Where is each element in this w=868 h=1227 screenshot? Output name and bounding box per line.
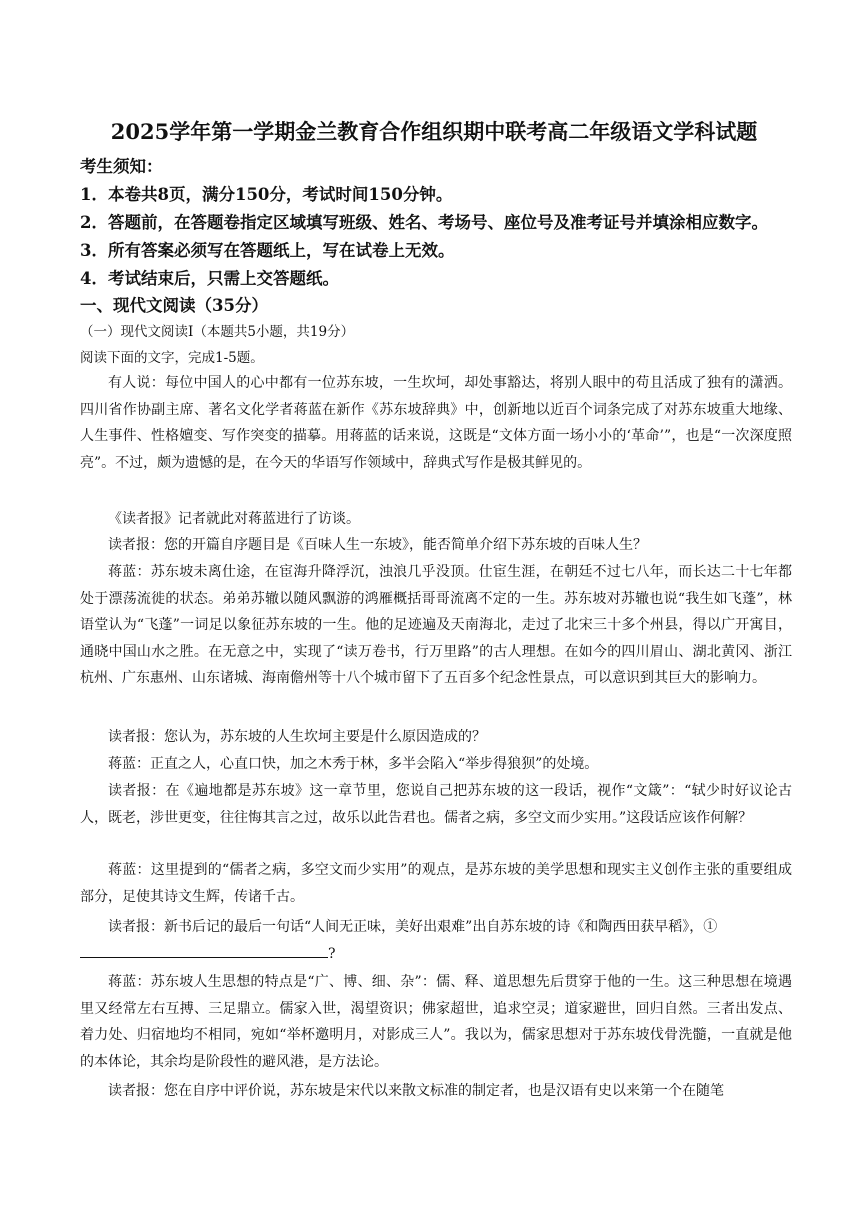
paragraph: 读者报：新书后记的最后一句话“人间无正味，美好出艰难”出自苏东坡的诗《和陶西田获早稻》，① (108, 919, 718, 935)
blank-question-mark: ? (328, 946, 336, 962)
answer-blank (80, 943, 328, 958)
paragraph: 蒋蓝：正直之人，心直口快，加之木秀于林，多半会陷入“举步得狼狈”的处境。 (108, 756, 599, 772)
paragraph: 有人说：每位中国人的心中都有一位苏东坡，一生坎坷，却处事豁达，将别人眼中的苟且活成了独有的潇洒。四川省作协副主席、著名文化学者蒋蓝在新作《苏东坡辞典》中，创新地以近百个词条完成了对苏东坡重大地缘、人生事件、性格嬗变、写作突变的描摹。用蒋蓝的话来说，这既是“文体方面一场小小的‘革命’”，也是“一次深度照亮”。不过，颇为遗憾的是，在今天的华语写作领域中，辞典式写作是极其鲜见的。 (80, 375, 792, 471)
subsection-title: （一）现代文阅读Ⅰ（本题共5小题，共19分） (80, 324, 355, 340)
notice-heading: 考生须知： (80, 157, 163, 176)
paragraph: 读者报：您认为，苏东坡的人生坎坷主要是什么原因造成的？ (108, 729, 486, 745)
paragraph: 蒋蓝：苏东坡未离仕途，在宦海升降浮沉，浊浪几乎没顶。仕宦生涯，在朝廷不过七八年，而长达二十七年都处于漂荡流徙的状态。弟弟苏辙以随风飘游的鸿雁概括哥哥流离不定的一生。苏东坡对苏辙也说“我生如飞蓬”，林语堂认为“飞蓬”一词足以象征苏东坡的一生。他的足迹遍及天南海北，走过了北宋三十多个州县，得以广开寓目，通晓中国山水之胜。在无意之中，实现了“读万卷书，行万里路”的古人理想。在如今的四川眉山、湖北黄冈、浙江杭州、广东惠州、山东诸城、海南儋州等十八个城市留下了五百多个纪念性景点，可以意识到其巨大的影响力。 (80, 564, 792, 686)
notice-item: 2．答题前，在答题卷指定区域填写班级、姓名、考场号、座位号及准考证号并填涂相应数字。 (80, 213, 768, 232)
paragraph: 蒋蓝：这里提到的“儒者之病，多空文而少实用”的观点，是苏东坡的美学思想和现实主义创作主张的重要组成部分，足使其诗文生辉，传诸千古。 (80, 862, 792, 905)
paragraph: 读者报：您的开篇自序题目是《百味人生一东坡》，能否简单介绍下苏东坡的百味人生？ (108, 537, 647, 553)
exam-title: 2025学年第一学期金兰教育合作组织期中联考高二年级语文学科试题 (110, 119, 758, 144)
paragraph: 读者报：您在自序中评价说，苏东坡是宋代以来散文标准的制定者，也是汉语有史以来第一个在随笔 (108, 1083, 724, 1099)
notice-item: 1．本卷共8页，满分150分，考试时间150分钟。 (80, 185, 453, 204)
paragraph: 读者报：在《遍地都是苏东坡》这一章节里，您说自己把苏东坡的这一段话，视作“文箴”：“轼少时好议论古人，既老，涉世更变，往往悔其言之过，故乐以此告君也。儒者之病，多空文而少实用。”这段话应该作何解？ (80, 783, 792, 826)
paragraph: 蒋蓝：苏东坡人生思想的特点是“广、博、细、杂”：儒、释、道思想先后贯穿于他的一生。这三种思想在境遇里又经常左右互搏、三足鼎立。儒家入世，渴望资识；佛家超世，追求空灵；道家避世，回归自然。三者出发点、着力处、归宿地均不相同，宛如“举杯邀明月，对影成三人”。我以为，儒家思想对于苏东坡伐骨洗髓，一直就是他的本体论，其余均是阶段性的避风港，是方法论。 (80, 974, 792, 1070)
section-title: 一、现代文阅读（35分） (80, 296, 268, 315)
reading-instruction: 阅读下面的文字，完成1-5题。 (80, 350, 264, 366)
notice-item: 4．考试结束后，只需上交答题纸。 (80, 269, 339, 288)
paragraph: 《读者报》记者就此对蒋蓝进行了访谈。 (108, 511, 360, 527)
answer-blank-line (80, 943, 336, 962)
notice-item: 3．所有答案必须写在答题纸上，写在试卷上无效。 (80, 241, 455, 260)
